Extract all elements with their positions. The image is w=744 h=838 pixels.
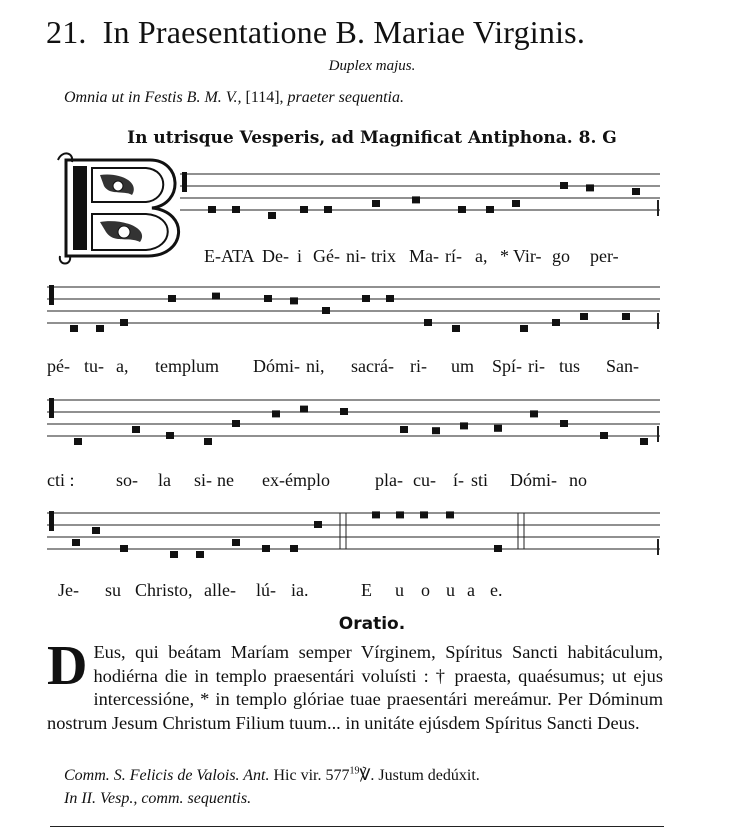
- lyric-syllable: so-: [116, 470, 138, 490]
- neume: [314, 521, 322, 528]
- neume: [70, 325, 78, 332]
- lyric-syllable: cu-: [413, 470, 436, 490]
- neume: [424, 319, 432, 326]
- neume: [560, 420, 568, 427]
- lyric-syllable: Dómi-: [510, 470, 557, 490]
- neume: [632, 188, 640, 195]
- neume: [586, 184, 594, 191]
- lyric-syllable: a,: [116, 356, 129, 376]
- neume: [600, 432, 608, 439]
- lyric-syllable: o: [421, 580, 430, 600]
- neume: [420, 511, 428, 518]
- neume: [232, 539, 240, 546]
- commemoration-line: [64, 765, 480, 785]
- neume: [396, 511, 404, 518]
- lyric-syllable: u: [446, 580, 455, 600]
- neume: [460, 422, 468, 429]
- neume: [622, 313, 630, 320]
- neume: [204, 438, 212, 445]
- neume: [96, 325, 104, 332]
- lyric-syllable: templum: [155, 356, 219, 376]
- neume: [486, 206, 494, 213]
- neume: [300, 406, 308, 413]
- neume: [166, 432, 174, 439]
- neume: [272, 410, 280, 417]
- neume: [530, 410, 538, 417]
- lyric-syllable: ri-: [410, 356, 427, 376]
- lyric-syllable: Christo,: [135, 580, 193, 600]
- commemoration-italic: Comm. S. Felicis de Valois. Ant.: [64, 767, 270, 784]
- neume: [208, 206, 216, 213]
- lyric-syllable: Spí-: [492, 356, 523, 376]
- neume: [92, 527, 100, 534]
- lyric-syllable: per-: [590, 246, 619, 266]
- c-clef: [49, 398, 54, 418]
- lyric-syllable: ni,: [306, 356, 325, 376]
- neume: [400, 426, 408, 433]
- lyric-syllable: tus: [559, 356, 581, 376]
- neume: [290, 545, 298, 552]
- lyric-syllable: *: [500, 246, 509, 266]
- lyric-syllable: sti: [471, 470, 489, 490]
- lyric-syllable: San-: [606, 356, 639, 376]
- neume: [372, 200, 380, 207]
- lyric-syllable: pé-: [47, 356, 70, 376]
- oratio-dropcap: D: [47, 635, 88, 697]
- feast-title: In Praesentatione B. Mariae Virginis.: [102, 14, 586, 50]
- lyric-syllable: ex-émplo: [262, 470, 330, 490]
- neume: [74, 438, 82, 445]
- neume: [168, 295, 176, 302]
- neume: [520, 325, 528, 332]
- lyric-syllable: no: [569, 470, 587, 490]
- neume: [264, 295, 272, 302]
- neume: [340, 408, 348, 415]
- neume: [512, 200, 520, 207]
- c-clef: [182, 172, 187, 192]
- lyric-syllable: De-: [262, 246, 289, 266]
- neume: [324, 206, 332, 213]
- versicle-symbol: ℣: [359, 767, 371, 784]
- rubric-reference: [114],: [245, 89, 284, 106]
- neume: [560, 182, 568, 189]
- lyric-syllable: cti :: [47, 470, 75, 490]
- neume: [494, 425, 502, 432]
- feast-rank: Duplex majus.: [328, 58, 416, 74]
- neume: [290, 297, 298, 304]
- commemoration-versicle: . Justum dedúxit.: [370, 767, 480, 784]
- neume: [372, 511, 380, 518]
- neume: [386, 295, 394, 302]
- lyric-syllable: lú-: [256, 580, 276, 600]
- lyric-line-4: [0, 580, 744, 604]
- rubric-tail: praeter sequentia.: [287, 89, 404, 106]
- lyric-syllable: tu-: [84, 356, 104, 376]
- lyric-syllable: Gé-: [313, 246, 340, 266]
- neume: [322, 307, 330, 314]
- lyric-line-1: [0, 246, 744, 270]
- neume: [232, 420, 240, 427]
- commemoration-second: In II. Vesp., comm. sequentis.: [64, 790, 252, 807]
- neume: [458, 206, 466, 213]
- lyric-syllable: u: [395, 580, 404, 600]
- neume: [580, 313, 588, 320]
- lyric-syllable: go: [552, 246, 570, 266]
- lyric-syllable: si-: [194, 470, 212, 490]
- commemoration-text: Hic vir.: [273, 767, 322, 784]
- lyric-syllable: ri-: [528, 356, 545, 376]
- bottom-rule: [50, 826, 664, 827]
- lyric-syllable: E: [361, 580, 372, 600]
- c-clef: [49, 511, 54, 531]
- lyric-syllable: Vir-: [513, 246, 542, 266]
- neume: [362, 295, 370, 302]
- lyric-syllable: Je-: [58, 580, 79, 600]
- lyric-syllable: ne: [217, 470, 234, 490]
- lyric-syllable: la: [158, 470, 171, 490]
- neume: [72, 539, 80, 546]
- feast-number: 21.: [46, 14, 87, 50]
- antiphon-heading: In utrisque Vesperis, ad Magnificat Antiphona. 8. G: [127, 128, 617, 148]
- lyric-syllable: ni-: [346, 246, 366, 266]
- lyric-syllable: pla-: [375, 470, 403, 490]
- neume: [120, 319, 128, 326]
- neume: [262, 545, 270, 552]
- oratio-heading: Oratio.: [338, 614, 406, 634]
- oratio-text: Eus, qui beátam Maríam semper Vírginem, Spíritus Sancti habitáculum, hodiérna die in templo praesentári voluísti : † praesta, quaésumus; ut ejus intercessióne, * in templo glóriae tuae praesentári mereámur. Per Dóminum nostrum Jesum Christum Filium tuum... in unitáte ejúsdem Spíritus Sancti Deus.: [47, 642, 663, 733]
- neume: [300, 206, 308, 213]
- neume: [494, 545, 502, 552]
- neume: [640, 438, 648, 445]
- lyric-syllable: sacrá-: [351, 356, 394, 376]
- commemoration-sup: 19: [349, 765, 360, 777]
- lyric-syllable: su: [105, 580, 122, 600]
- neume: [170, 551, 178, 558]
- neume: [120, 545, 128, 552]
- commemoration-page: 577: [325, 767, 350, 784]
- c-clef: [49, 285, 54, 305]
- lyric-syllable: í-: [453, 470, 464, 490]
- neume: [268, 212, 276, 219]
- lyric-syllable: e.: [490, 580, 503, 600]
- neume: [552, 319, 560, 326]
- neume: [432, 427, 440, 434]
- lyric-line-3: [0, 470, 744, 494]
- lyric-syllable: alle-: [204, 580, 236, 600]
- lyric-syllable: i: [297, 246, 303, 266]
- neume: [452, 325, 460, 332]
- lyric-syllable: a,: [475, 246, 488, 266]
- neume: [212, 293, 220, 300]
- lyric-line-2: [0, 356, 744, 380]
- lyric-syllable: trix: [371, 246, 396, 266]
- lyric-syllable: ia.: [291, 580, 309, 600]
- lyric-syllable: a: [467, 580, 475, 600]
- oratio-text-block: [47, 635, 663, 735]
- neume: [412, 196, 420, 203]
- lyric-syllable: um: [451, 356, 475, 376]
- lyric-syllable: Dómi-: [253, 356, 300, 376]
- lyric-syllable: E-ATA: [204, 246, 255, 266]
- neume: [132, 426, 140, 433]
- neume: [196, 551, 204, 558]
- neume: [232, 206, 240, 213]
- neume: [446, 511, 454, 518]
- lyric-syllable: rí-: [445, 246, 462, 266]
- lyric-syllable: Ma-: [409, 246, 439, 266]
- rubric-italic: Omnia ut in Festis B. M. V.,: [64, 89, 242, 106]
